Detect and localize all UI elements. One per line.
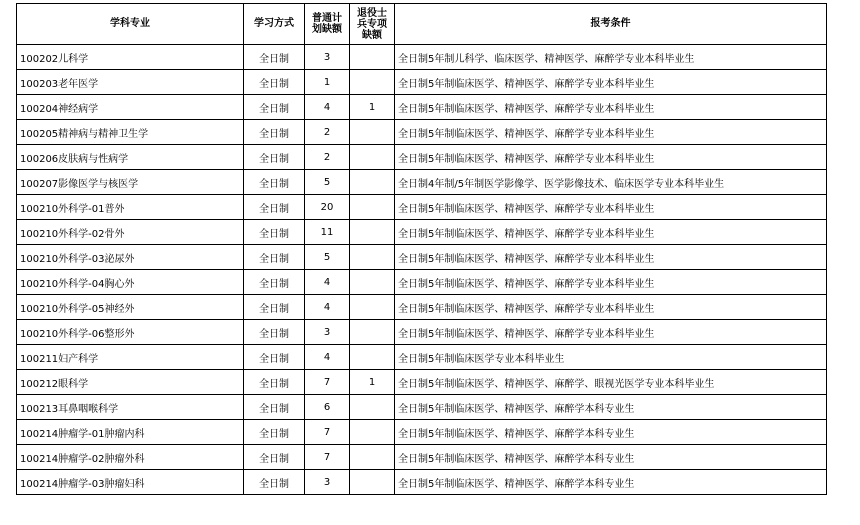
cell-plan-vacancy: 4: [305, 270, 350, 295]
cell-major: 100207影像医学与核医学: [17, 170, 244, 195]
table-row: [17, 395, 827, 420]
table-row: [17, 270, 827, 295]
cell-major: 100202儿科学: [17, 45, 244, 70]
cell-major: 100206皮肤病与性病学: [17, 145, 244, 170]
table-row: [17, 120, 827, 145]
cell-major: 100214肿瘤学-01肿瘤内科: [17, 420, 244, 445]
cell-requirements: 全日制5年制临床医学、精神医学、麻醉学专业本科毕业生: [395, 120, 827, 145]
table-row: [17, 420, 827, 445]
cell-major: 100210外科学-03泌尿外: [17, 245, 244, 270]
cell-major: 100203老年医学: [17, 70, 244, 95]
cell-study-mode: 全日制: [244, 45, 305, 70]
cell-major: 100204神经病学: [17, 95, 244, 120]
cell-major: 100214肿瘤学-03肿瘤妇科: [17, 470, 244, 495]
cell-veteran-vacancy: [350, 45, 395, 70]
cell-plan-vacancy: 6: [305, 395, 350, 420]
cell-major: 100211妇产科学: [17, 345, 244, 370]
cell-requirements: 全日制5年制临床医学、精神医学、麻醉学专业本科毕业生: [395, 320, 827, 345]
table-header-row: [17, 4, 827, 45]
header-study-mode: 学习方式: [244, 4, 305, 45]
cell-major: 100213耳鼻咽喉科学: [17, 395, 244, 420]
cell-requirements: 全日制5年制临床医学、精神医学、麻醉学专业本科毕业生: [395, 95, 827, 120]
header-veteran-vacancy-label: 退役士兵专项缺额: [357, 7, 387, 41]
cell-requirements: 全日制5年制临床医学、精神医学、麻醉学本科专业生: [395, 470, 827, 495]
cell-plan-vacancy: 3: [305, 320, 350, 345]
cell-veteran-vacancy: [350, 420, 395, 445]
cell-requirements: 全日制5年制临床医学、精神医学、麻醉学本科专业生: [395, 420, 827, 445]
table-row: [17, 295, 827, 320]
cell-veteran-vacancy: [350, 395, 395, 420]
table-row: [17, 45, 827, 70]
table-row: [17, 470, 827, 495]
table-row: [17, 195, 827, 220]
cell-requirements: 全日制5年制儿科学、临床医学、精神医学、麻醉学专业本科毕业生: [395, 45, 827, 70]
cell-study-mode: 全日制: [244, 370, 305, 395]
cell-veteran-vacancy: [350, 320, 395, 345]
cell-study-mode: 全日制: [244, 120, 305, 145]
header-major: 学科专业: [17, 4, 244, 45]
cell-veteran-vacancy: [350, 245, 395, 270]
table-row: [17, 370, 827, 395]
cell-major: 100214肿瘤学-02肿瘤外科: [17, 445, 244, 470]
table-row: [17, 70, 827, 95]
cell-study-mode: 全日制: [244, 245, 305, 270]
cell-study-mode: 全日制: [244, 220, 305, 245]
cell-plan-vacancy: 1: [305, 70, 350, 95]
header-plan-vacancy: [305, 4, 350, 45]
cell-veteran-vacancy: [350, 295, 395, 320]
cell-study-mode: 全日制: [244, 145, 305, 170]
cell-requirements: 全日制5年制临床医学、精神医学、麻醉学本科专业生: [395, 445, 827, 470]
cell-major: 100210外科学-06整形外: [17, 320, 244, 345]
cell-veteran-vacancy: [350, 195, 395, 220]
cell-major: 100210外科学-02骨外: [17, 220, 244, 245]
cell-plan-vacancy: 4: [305, 95, 350, 120]
cell-requirements: 全日制5年制临床医学、精神医学、麻醉学专业本科毕业生: [395, 245, 827, 270]
cell-requirements: 全日制5年制临床医学、精神医学、麻醉学专业本科毕业生: [395, 295, 827, 320]
cell-study-mode: 全日制: [244, 420, 305, 445]
table-row: [17, 145, 827, 170]
cell-requirements: 全日制5年制临床医学、精神医学、麻醉学专业本科毕业生: [395, 220, 827, 245]
header-veteran-vacancy: [350, 4, 395, 45]
cell-study-mode: 全日制: [244, 170, 305, 195]
header-plan-vacancy-label: 普通计划缺额: [312, 13, 342, 35]
cell-veteran-vacancy: [350, 145, 395, 170]
table-row: [17, 220, 827, 245]
cell-veteran-vacancy: 1: [350, 95, 395, 120]
cell-veteran-vacancy: [350, 70, 395, 95]
cell-requirements: 全日制5年制临床医学、精神医学、麻醉学专业本科毕业生: [395, 270, 827, 295]
cell-major: 100205精神病与精神卫生学: [17, 120, 244, 145]
cell-study-mode: 全日制: [244, 395, 305, 420]
cell-study-mode: 全日制: [244, 445, 305, 470]
cell-requirements: 全日制5年制临床医学、精神医学、麻醉学本科专业生: [395, 395, 827, 420]
admissions-table: [16, 3, 827, 495]
cell-requirements: 全日制5年制临床医学、精神医学、麻醉学专业本科毕业生: [395, 145, 827, 170]
cell-plan-vacancy: 3: [305, 45, 350, 70]
cell-requirements: 全日制5年制临床医学、精神医学、麻醉学专业本科毕业生: [395, 195, 827, 220]
cell-veteran-vacancy: [350, 170, 395, 195]
cell-study-mode: 全日制: [244, 320, 305, 345]
cell-requirements: 全日制4年制/5年制医学影像学、医学影像技术、临床医学专业本科毕业生: [395, 170, 827, 195]
cell-veteran-vacancy: 1: [350, 370, 395, 395]
cell-study-mode: 全日制: [244, 195, 305, 220]
cell-veteran-vacancy: [350, 445, 395, 470]
cell-plan-vacancy: 4: [305, 345, 350, 370]
cell-requirements: 全日制5年制临床医学专业本科毕业生: [395, 345, 827, 370]
cell-plan-vacancy: 2: [305, 120, 350, 145]
cell-plan-vacancy: 5: [305, 245, 350, 270]
cell-veteran-vacancy: [350, 270, 395, 295]
cell-study-mode: 全日制: [244, 270, 305, 295]
cell-veteran-vacancy: [350, 220, 395, 245]
cell-plan-vacancy: 7: [305, 445, 350, 470]
cell-study-mode: 全日制: [244, 295, 305, 320]
table-row: [17, 95, 827, 120]
cell-major: 100210外科学-04胸心外: [17, 270, 244, 295]
cell-plan-vacancy: 11: [305, 220, 350, 245]
cell-plan-vacancy: 3: [305, 470, 350, 495]
cell-study-mode: 全日制: [244, 70, 305, 95]
cell-plan-vacancy: 4: [305, 295, 350, 320]
cell-plan-vacancy: 7: [305, 420, 350, 445]
cell-major: 100212眼科学: [17, 370, 244, 395]
cell-requirements: 全日制5年制临床医学、精神医学、麻醉学、眼视光医学专业本科毕业生: [395, 370, 827, 395]
cell-requirements: 全日制5年制临床医学、精神医学、麻醉学专业本科毕业生: [395, 70, 827, 95]
cell-veteran-vacancy: [350, 120, 395, 145]
cell-major: 100210外科学-01普外: [17, 195, 244, 220]
cell-plan-vacancy: 2: [305, 145, 350, 170]
cell-study-mode: 全日制: [244, 345, 305, 370]
table-row: [17, 345, 827, 370]
cell-veteran-vacancy: [350, 470, 395, 495]
cell-major: 100210外科学-05神经外: [17, 295, 244, 320]
table-row: [17, 245, 827, 270]
table-row: [17, 170, 827, 195]
cell-study-mode: 全日制: [244, 95, 305, 120]
cell-plan-vacancy: 5: [305, 170, 350, 195]
cell-plan-vacancy: 7: [305, 370, 350, 395]
table-row: [17, 445, 827, 470]
header-requirements: 报考条件: [395, 4, 827, 45]
cell-study-mode: 全日制: [244, 470, 305, 495]
table-row: [17, 320, 827, 345]
cell-plan-vacancy: 20: [305, 195, 350, 220]
cell-veteran-vacancy: [350, 345, 395, 370]
